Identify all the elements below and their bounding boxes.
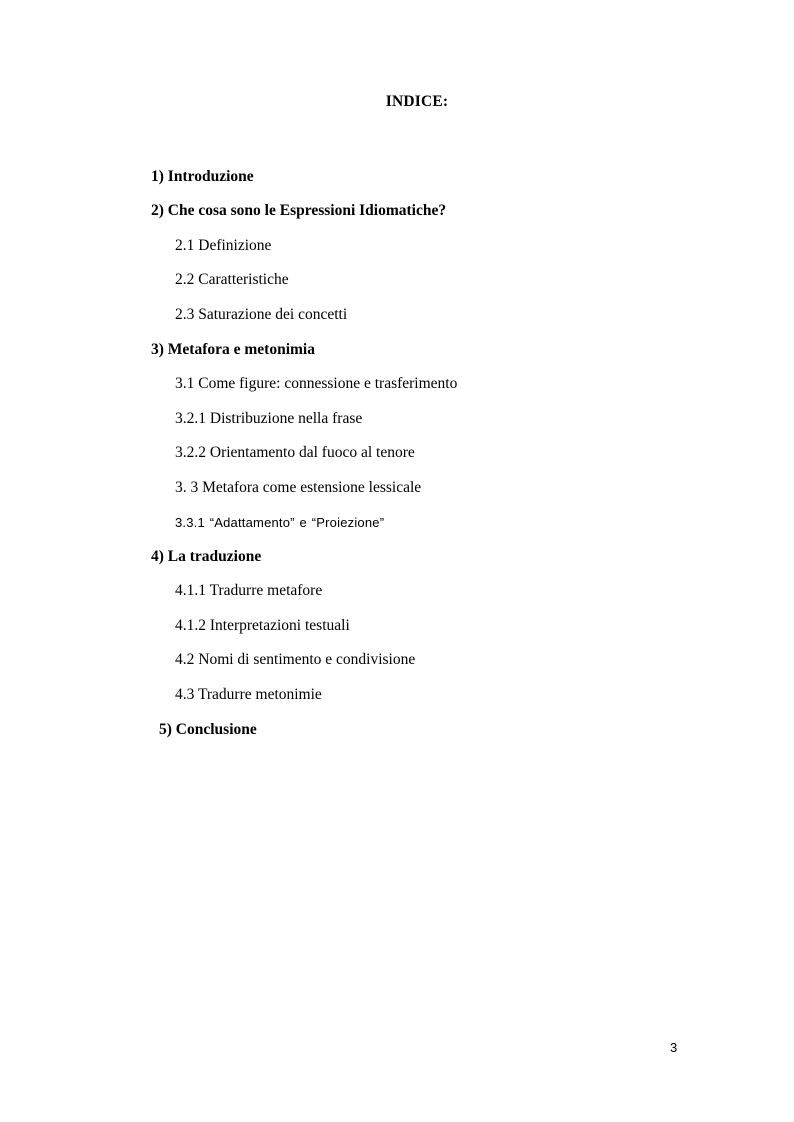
toc-entry-tradurre-metafore: 4.1.1 Tradurre metafore <box>175 582 323 599</box>
toc-entry-come-figure: 3.1 Come figure: connessione e trasferimento <box>175 375 458 392</box>
toc-entry-adattamento-proiezione: 3.3.1 “Adattamento” e “Proiezione” <box>175 515 385 530</box>
toc-entry-saturazione: 2.3 Saturazione dei concetti <box>175 306 348 323</box>
toc-entry-espressioni-idiomatiche: 2) Che cosa sono le Espressioni Idiomatiche? <box>151 202 447 219</box>
toc-entry-distribuzione: 3.2.1 Distribuzione nella frase <box>175 410 363 427</box>
toc-entry-introduzione: 1) Introduzione <box>151 168 254 185</box>
toc-entry-orientamento: 3.2.2 Orientamento dal fuoco al tenore <box>175 444 415 461</box>
page-title: INDICE: <box>385 93 449 110</box>
toc-entry-estensione-lessicale: 3. 3 Metafora come estensione lessicale <box>175 479 422 496</box>
toc-entry-nomi-sentimento: 4.2 Nomi di sentimento e condivisione <box>175 651 416 668</box>
toc-entry-caratteristiche: 2.2 Caratteristiche <box>175 271 289 288</box>
toc-entry-traduzione: 4) La traduzione <box>151 548 262 565</box>
page-number: 3 <box>670 1040 678 1055</box>
toc-entry-definizione: 2.1 Definizione <box>175 237 272 254</box>
toc-entry-tradurre-metonimie: 4.3 Tradurre metonimie <box>175 686 322 703</box>
toc-entry-interpretazioni: 4.1.2 Interpretazioni testuali <box>175 617 350 634</box>
toc-entry-metafora-metonimia: 3) Metafora e metonimia <box>151 341 315 358</box>
toc-entry-conclusione: 5) Conclusione <box>159 721 257 738</box>
